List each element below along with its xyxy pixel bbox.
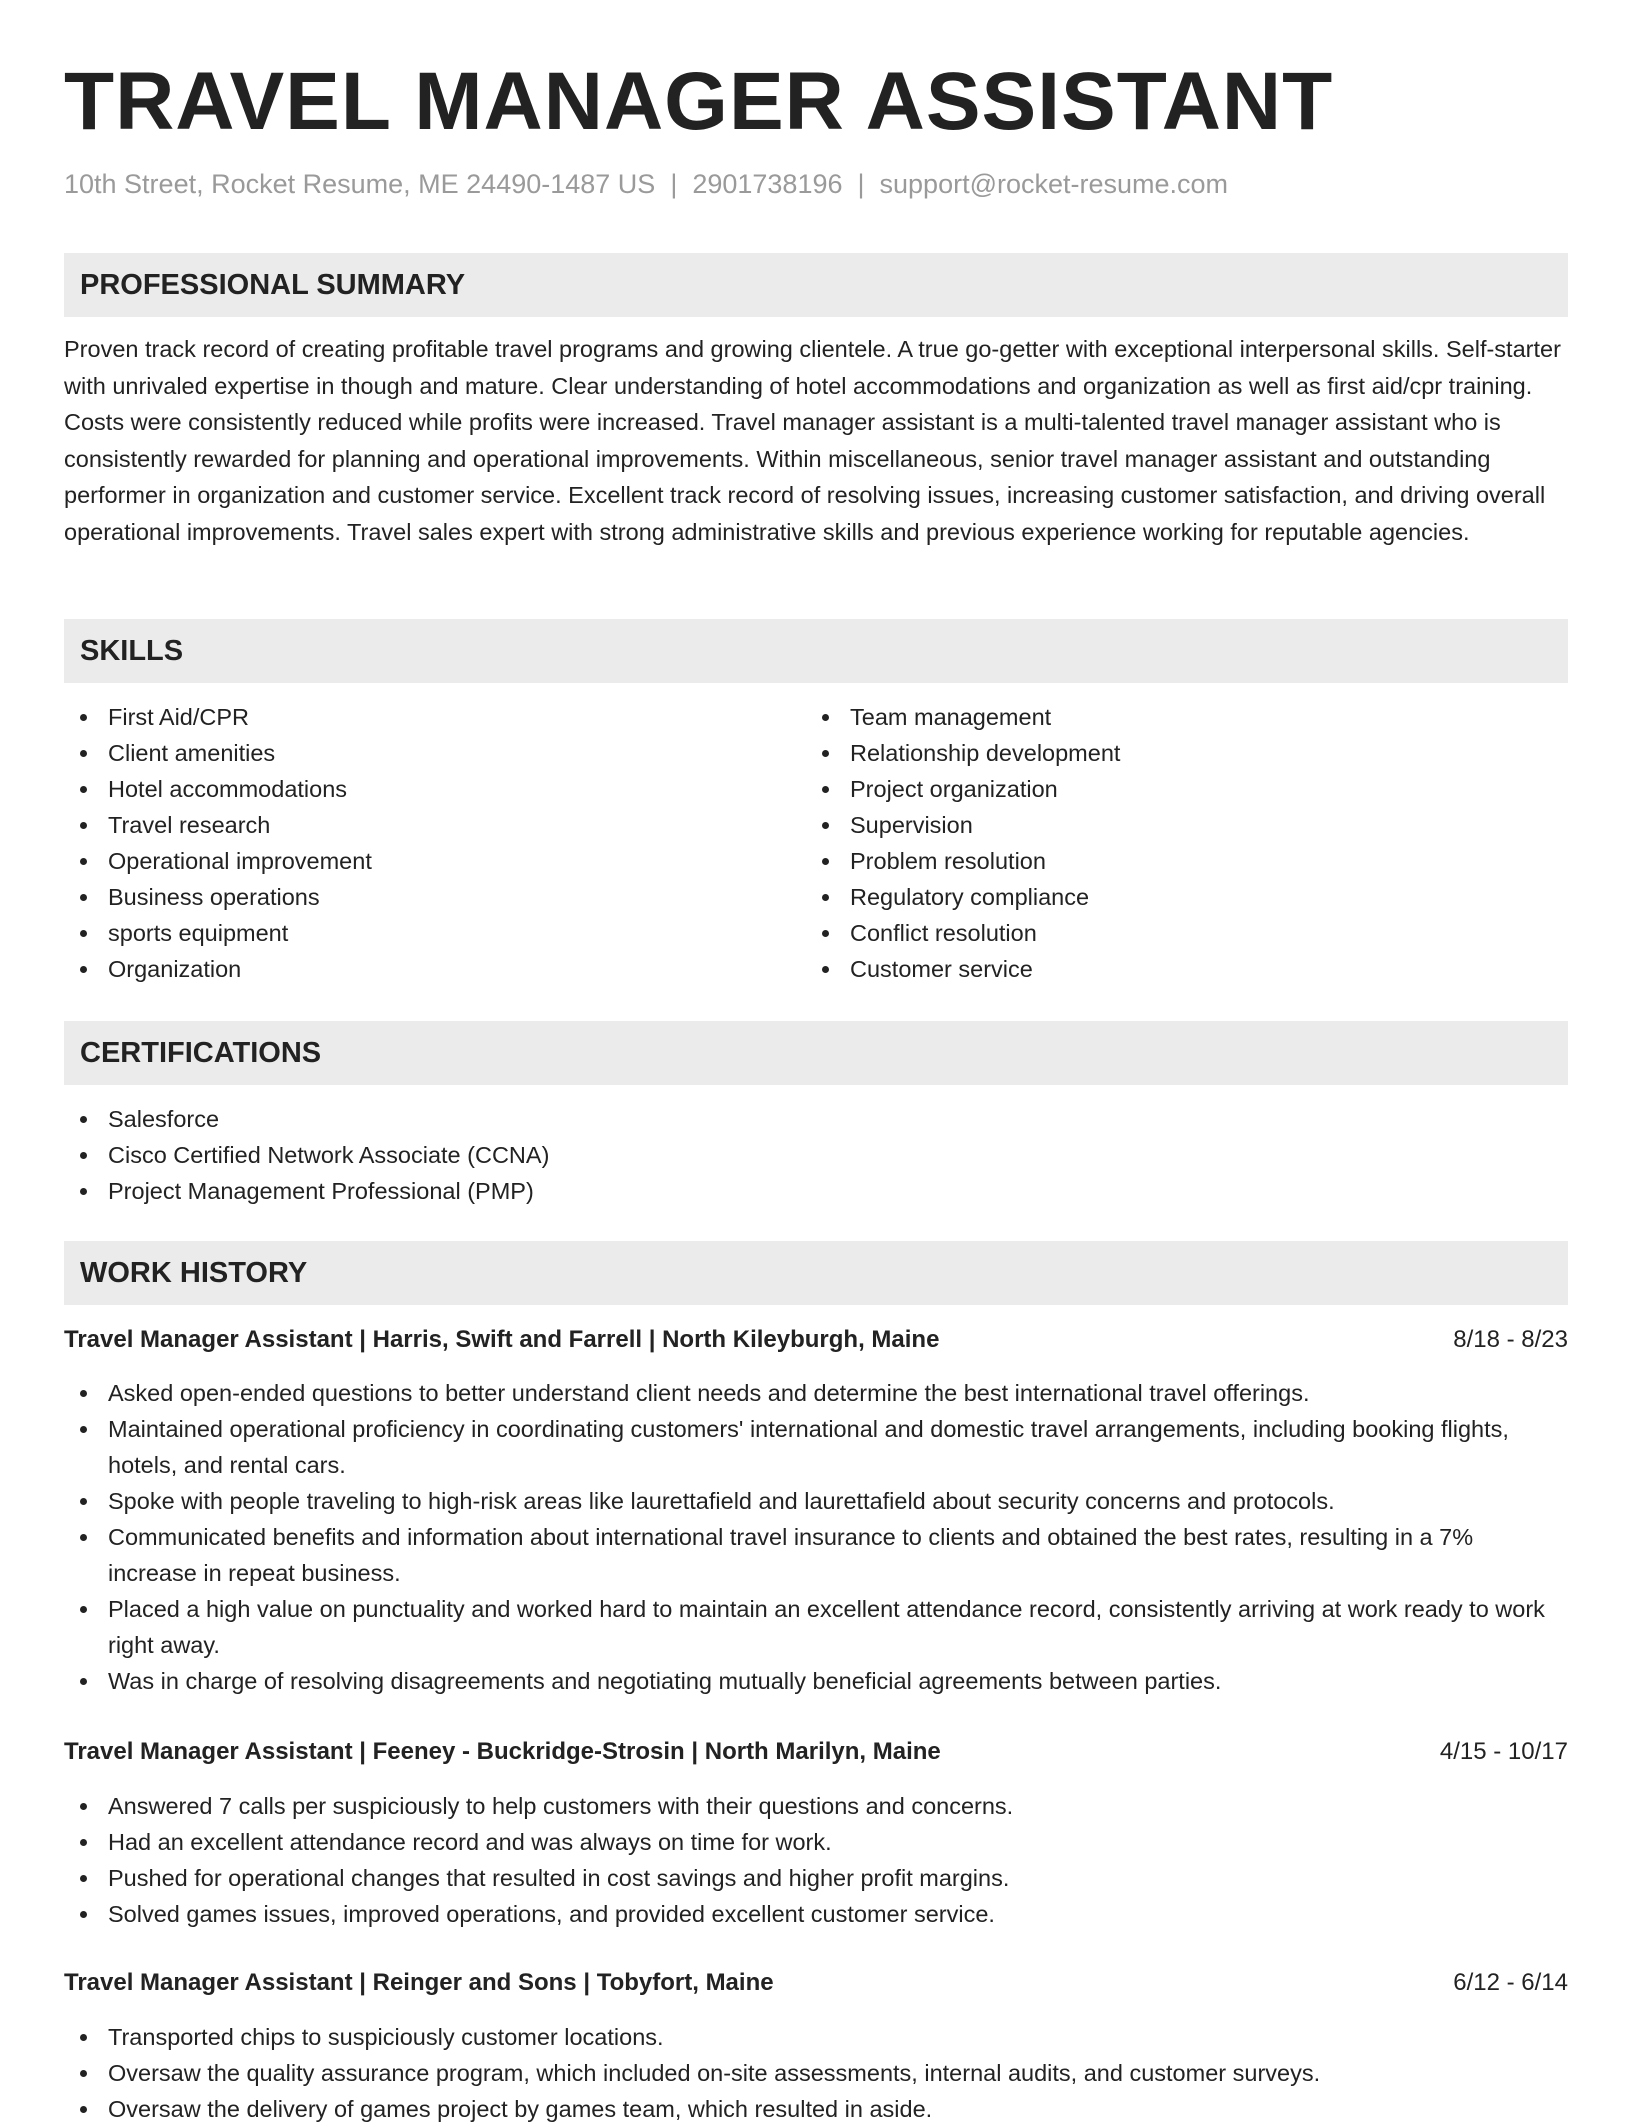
job-header bbox=[64, 1322, 1568, 1358]
certifications-list bbox=[64, 1101, 1568, 1209]
job-dates: 4/15 - 10/17 bbox=[1439, 1738, 1568, 1765]
certification-item: Cisco Certified Network Associate (CCNA) bbox=[64, 1137, 1568, 1173]
job-dates: 8/18 - 8/23 bbox=[1453, 1326, 1568, 1353]
skill-item: Regulatory compliance bbox=[806, 879, 1506, 915]
job-duty-item: Solved games issues, improved operations, and provided excellent customer service. bbox=[64, 1896, 1568, 1932]
job-dates: 6/12 - 6/14 bbox=[1453, 1969, 1568, 1996]
job-duty-item: Asked open-ended questions to better understand client needs and determine the best international travel offerings. bbox=[64, 1375, 1568, 1411]
skill-item: Business operations bbox=[64, 879, 764, 915]
contact-separator: | bbox=[857, 169, 865, 199]
skills-column-left bbox=[64, 699, 764, 987]
candidate-name: TRAVEL MANAGER ASSISTANT bbox=[64, 56, 1334, 147]
summary-heading: PROFESSIONAL SUMMARY bbox=[64, 253, 1568, 317]
skill-item: Problem resolution bbox=[806, 843, 1506, 879]
work-history-heading: WORK HISTORY bbox=[64, 1241, 1568, 1305]
job-title: Travel Manager Assistant | Feeney - Buckridge-Strosin | North Marilyn, Maine bbox=[64, 1738, 941, 1765]
job-duty-list bbox=[64, 2019, 1568, 2127]
certifications-block bbox=[64, 1101, 1568, 1209]
job-title: Travel Manager Assistant | Harris, Swift and Farrell | North Kileyburgh, Maine bbox=[64, 1326, 940, 1353]
contact-line bbox=[64, 166, 1228, 202]
job-header bbox=[64, 1734, 1568, 1770]
job-title: Travel Manager Assistant | Reinger and Sons | Tobyfort, Maine bbox=[64, 1969, 774, 1996]
job-duty-item: Pushed for operational changes that resulted in cost savings and higher profit margins. bbox=[64, 1860, 1568, 1896]
certification-item: Salesforce bbox=[64, 1101, 1568, 1137]
job-duty-item: Oversaw the quality assurance program, which included on-site assessments, internal audits, and customer surveys. bbox=[64, 2055, 1568, 2091]
job-duty-item: Maintained operational proficiency in coordinating customers' international and domestic travel arrangements, including booking flights, hotels, and rental cars. bbox=[64, 1411, 1568, 1483]
skill-item: Hotel accommodations bbox=[64, 771, 764, 807]
skills-list-right bbox=[806, 699, 1506, 987]
skill-item: sports equipment bbox=[64, 915, 764, 951]
job-duties bbox=[64, 1788, 1568, 1932]
skill-item: Organization bbox=[64, 951, 764, 987]
job-duty-item: Placed a high value on punctuality and worked hard to maintain an excellent attendance record, consistently arriving at work ready to work right away. bbox=[64, 1591, 1568, 1663]
skill-item: Client amenities bbox=[64, 735, 764, 771]
job-duty-list bbox=[64, 1788, 1568, 1932]
job-duties bbox=[64, 1375, 1568, 1699]
skill-item: Project organization bbox=[806, 771, 1506, 807]
certifications-heading: CERTIFICATIONS bbox=[64, 1021, 1568, 1085]
skill-item: Operational improvement bbox=[64, 843, 764, 879]
job-duty-item: Spoke with people traveling to high-risk areas like laurettafield and laurettafield about security concerns and protocols. bbox=[64, 1483, 1568, 1519]
skill-item: First Aid/CPR bbox=[64, 699, 764, 735]
summary-text: Proven track record of creating profitable travel programs and growing clientele. A true go-getter with exceptional interpersonal skills. Self-starter with unrivaled expertise in though and mature. Clear understanding of hotel accommodations and organization as well as first aid/cpr training. Costs were consistently reduced while profits were increased. Travel manager assistant is a multi-talented travel manager assistant who is consistently rewarded for planning and operational improvements. Within miscellaneous, senior travel manager assistant and outstanding performer in organization and customer service. Excellent track record of resolving issues, increasing customer satisfaction, and driving overall operational improvements. Travel sales expert with strong administrative skills and previous experience working for reputable agencies. bbox=[64, 336, 1561, 545]
address: 10th Street, Rocket Resume, ME 24490-1487 US bbox=[64, 169, 656, 199]
skill-item: Conflict resolution bbox=[806, 915, 1506, 951]
skills-list-left bbox=[64, 699, 764, 987]
job-duty-list bbox=[64, 1375, 1568, 1699]
certification-item: Project Management Professional (PMP) bbox=[64, 1173, 1568, 1209]
job-duty-item: Communicated benefits and information about international travel insurance to clients and obtained the best rates, resulting in a 7% increase in repeat business. bbox=[64, 1519, 1568, 1591]
contact-separator: | bbox=[670, 169, 678, 199]
job-duty-item: Was in charge of resolving disagreements and negotiating mutually beneficial agreements between parties. bbox=[64, 1663, 1568, 1699]
skill-item: Team management bbox=[806, 699, 1506, 735]
job-duty-item: Oversaw the delivery of games project by games team, which resulted in aside. bbox=[64, 2091, 1568, 2127]
skill-item: Relationship development bbox=[806, 735, 1506, 771]
skills-column-right bbox=[806, 699, 1506, 987]
job-duty-item: Transported chips to suspiciously customer locations. bbox=[64, 2019, 1568, 2055]
job-header bbox=[64, 1965, 1568, 2001]
skills-heading: SKILLS bbox=[64, 619, 1568, 683]
skill-item: Travel research bbox=[64, 807, 764, 843]
job-duties bbox=[64, 2019, 1568, 2127]
email: support@rocket-resume.com bbox=[879, 169, 1229, 199]
job-duty-item: Had an excellent attendance record and was always on time for work. bbox=[64, 1824, 1568, 1860]
skill-item: Customer service bbox=[806, 951, 1506, 987]
skill-item: Supervision bbox=[806, 807, 1506, 843]
phone: 2901738196 bbox=[692, 169, 843, 199]
job-duty-item: Answered 7 calls per suspiciously to help customers with their questions and concerns. bbox=[64, 1788, 1568, 1824]
